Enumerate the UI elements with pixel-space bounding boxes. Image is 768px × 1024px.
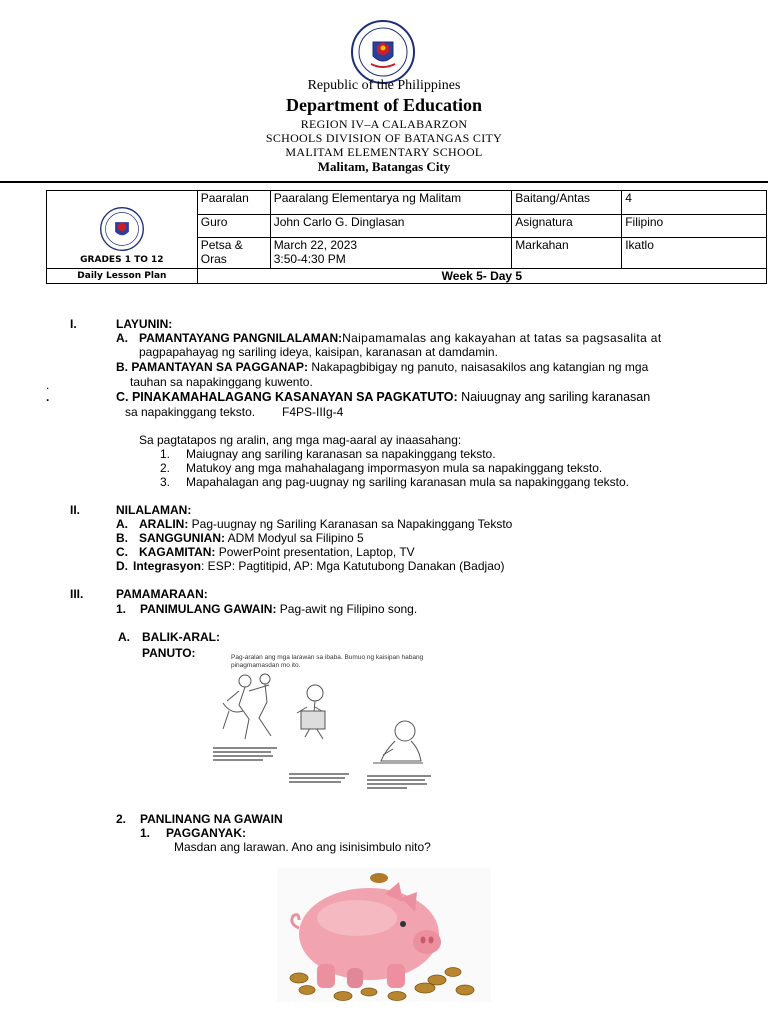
pagganap-text-2: tauhan sa napakinggang kuwento. [130,375,313,389]
lesson-info-table [46,190,767,284]
asignatura-label: Asignatura [512,214,622,238]
pamamaraan-num: III. [70,587,84,601]
objectives-intro: Sa pagtatapos ng aralin, ang mga mag-aaral ay inaasahang: [139,433,462,447]
panimulang-label: PANIMULANG GAWAIN: [140,602,277,616]
integrasyon-line [133,559,505,573]
objective-num: 3. [160,475,171,489]
region-label: REGION IV–A CALABARZON [300,117,468,131]
layunin-b-line [116,360,648,374]
petsa-time: 3:50-4:30 PM [273,252,346,266]
step2-num: 2. [116,812,127,826]
pangnilalaman-label: PAMANTAYANG PANGNILALAMAN: [139,331,343,345]
panuto-label: PANUTO: [142,646,196,660]
kasanayan-text: Naiuugnay ang sariling karanasan [457,390,651,404]
sanggunian-text: ADM Modyul sa Filipino 5 [225,531,364,545]
piggy-bank-image [277,868,491,1002]
objective-num: 2. [160,461,171,475]
paaralan-value: Paaralang Elementarya ng Malitam [270,191,512,215]
pagganyak-label: PAGGANYAK: [166,826,247,840]
guro-value: John Carlo G. Dinglasan [270,214,512,238]
nilalaman-num: II. [70,503,81,517]
nilalaman-letter: B. [116,531,128,545]
address-label: Malitam, Batangas City [317,159,451,174]
baitang-value: 4 [622,191,767,215]
pagganap-label: B. PAMANTAYAN SA PAGGANAP: [116,360,309,374]
guro-label: Guro [197,214,270,238]
kagamitan-text: PowerPoint presentation, Laptop, TV [215,545,415,559]
pangnilalaman-text: Naipamamalas ang kakayahan at tatas sa pagsasalita at [342,331,662,345]
daily-lesson-plan-label: Daily Lesson Plan [47,269,198,284]
layunin-title: LAYUNIN: [116,317,173,331]
division-label: SCHOOLS DIVISION OF BATANGAS CITY [265,131,503,145]
step1-line [140,602,417,616]
petsa-value [270,238,512,269]
deped-seal-small-logo [100,207,144,251]
department-title: Department of Education [286,95,482,115]
integrasyon-label: Integrasyon [133,559,202,573]
petsa-label: Petsa & Oras [197,238,270,269]
layunin-a-line [139,331,721,345]
aralin-line [139,517,512,531]
nilalaman-letter: D. [116,559,128,573]
aralin-text: Pag-uugnay ng Sariling Karanasan sa Napakinggang Teksto [188,517,513,531]
kagamitan-line [139,545,415,559]
deped-seal-logo [351,20,415,84]
panlinang-label: PANLINANG NA GAWAIN [140,812,283,826]
integrasyon-text: : ESP: Pagtitipid, AP: Mga Katutubong Danakan (Badjao) [201,559,505,573]
image-caption: Pag-aralan ang mga larawan sa ibaba. Bumuo ng kaisipan habang pinagmamasdan mo ito. [231,654,424,669]
balik-aral-letter: A. [118,630,130,644]
kasanayan-code: F4PS-IIIg-4 [282,405,344,419]
markahan-value: Ikatlo [622,238,767,269]
pagganap-text: Nakapagbibigay ng panuto, naisasakilos ang katangian ng mga [308,360,649,374]
baitang-label: Baitang/Antas [512,191,622,215]
aralin-label: ARALIN: [139,517,189,531]
kasanayan-text-2: sa napakinggang teksto. [125,405,256,419]
republic-label: Republic of the Philippines [307,78,461,93]
sanggunian-line [139,531,364,545]
objective-item: Maiugnay ang sariling karanasan sa napakinggang teksto. [186,447,496,461]
nilalaman-letter: C. [116,545,128,559]
markahan-label: Markahan [512,238,622,269]
kasanayan-label: C. PINAKAMAHALAGANG KASANAYAN SA PAGKATUTO: [116,390,458,404]
layunin-c-line [116,390,650,404]
sanggunian-label: SANGGUNIAN: [139,531,225,545]
asignatura-value: Filipino [622,214,767,238]
objective-item: Matukoy ang mga mahahalagang impormasyon mula sa napakinggang teksto. [186,461,603,475]
pagganyak-num: 1. [140,826,151,840]
objective-item: Mapahalagan ang pag-uugnay ng sariling karanasan mula sa napakinggang teksto. [186,475,629,489]
balik-aral-image [207,651,453,797]
balik-aral-drawings [207,651,453,797]
week-label: Week 5- Day 5 [197,269,766,284]
objective-num: 1. [160,447,171,461]
kagamitan-label: KAGAMITAN: [139,545,216,559]
layunin-a-letter: A. [116,331,128,345]
paaralan-label: Paaralan [197,191,270,215]
grades-label: GRADES 1 TO 12 [80,255,164,265]
nilalaman-letter: A. [116,517,128,531]
panimulang-text: Pag-awit ng Filipino song. [276,602,418,616]
stray-dot-2: . [46,390,50,404]
layunin-num: I. [70,317,77,331]
step1-num: 1. [116,602,127,616]
pagganyak-text: Masdan ang larawan. Ano ang isinisimbulo nito? [174,840,431,854]
header-divider [0,181,768,183]
stray-dot: . [46,378,50,392]
school-label: MALITAM ELEMENTARY SCHOOL [285,145,483,159]
nilalaman-title: NILALAMAN: [116,503,192,517]
pamamaraan-title: PAMAMARAAN: [116,587,208,601]
balik-aral-label: BALIK-ARAL: [142,630,220,644]
pangnilalaman-text-2: pagpapahayag ng sariling ideya, kaisipan, karanasan at damdamin. [139,345,498,359]
petsa-date: March 22, 2023 [273,238,358,252]
